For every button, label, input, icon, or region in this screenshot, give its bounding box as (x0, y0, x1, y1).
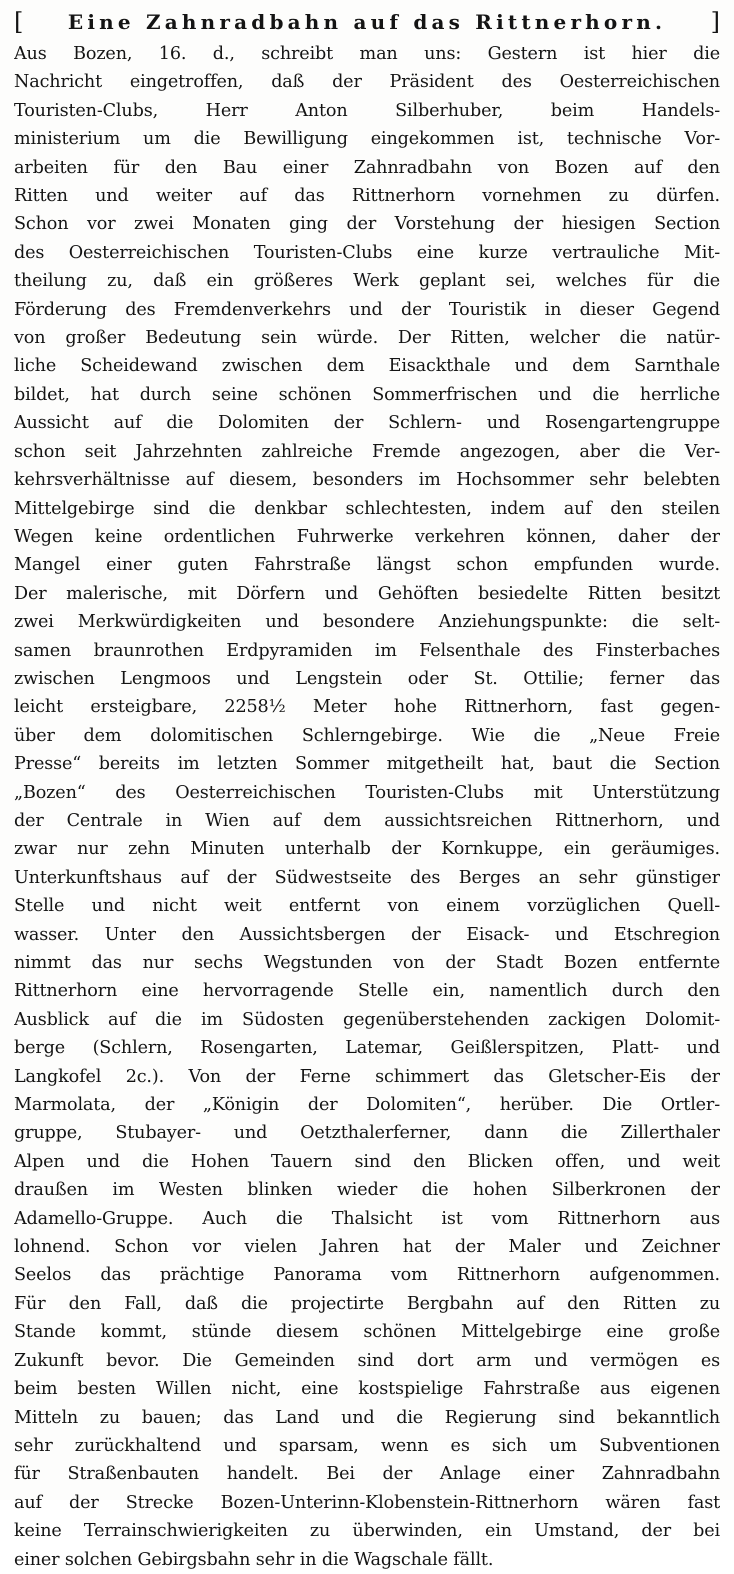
text-line: Langkofel 2c.). Von der Ferne schimmert das Gletscher-Eis der (14, 1066, 720, 1087)
text-line: arbeiten für den Bau einer Zahnradbahn von Bozen auf den (14, 157, 720, 178)
headline-title: Eine Zahnradbahn auf das Rittnerhorn. (67, 10, 667, 34)
text-line: kehrsverhältnisse auf diesem, besonders im Hochsommer sehr belebten (14, 470, 720, 491)
text-line: zwei Merkwürdigkeiten und besondere Anziehungspunkte: die selt- (14, 612, 720, 633)
text-line: Förderung des Fremdenverkehrs und der Touristik in dieser Gegend (14, 299, 720, 320)
text-line: Schon vor zwei Monaten ging der Vorstehung der hiesigen Section (14, 214, 720, 235)
text-line: Unterkunftshaus auf der Südwestseite des Berges an sehr günstiger (14, 867, 720, 888)
text-line: zwar nur zehn Minuten unterhalb der Kornkuppe, ein geräumiges. (14, 839, 720, 860)
article-body (14, 40, 720, 1574)
text-line: keine Terrainschwierigkeiten zu überwinden, ein Umstand, der bei (14, 1521, 720, 1542)
text-line: lohnend. Schon vor vielen Jahren hat der Maler und Zeichner (14, 1237, 720, 1258)
text-line: Aus Bozen, 16. d., schreibt man uns: Gestern ist hier die (14, 44, 720, 64)
text-line: berge (Schlern, Rosengarten, Latemar, Geißlerspitzen, Platt- und (14, 1038, 720, 1059)
text-line: Für den Fall, daß die projectirte Bergbahn auf den Ritten zu (14, 1293, 720, 1314)
headline-open-bracket: [ (14, 8, 24, 36)
text-line: draußen im Westen blinken wieder die hohen Silberkronen der (14, 1180, 720, 1201)
text-line: Seelos das prächtige Panorama vom Rittnerhorn aufgenommen. (14, 1265, 720, 1286)
text-line: Aussicht auf die Dolomiten der Schlern- und Rosengartengruppe (14, 413, 720, 434)
text-line: zwischen Lengmoos und Lengstein oder St. Ottilie; ferner das (14, 668, 720, 689)
text-line: liche Scheidewand zwischen dem Eisackthale und dem Sarnthale (14, 356, 720, 377)
text-line: Stande kommt, stünde diesem schönen Mittelgebirge eine große (14, 1322, 720, 1343)
text-line: Zukunft bevor. Die Gemeinden sind dort arm und vermögen es (14, 1350, 720, 1371)
text-line: der Centrale in Wien auf dem aussichtsreichen Rittnerhorn, und (14, 810, 720, 831)
text-line: Alpen und die Hohen Tauern sind den Blicken offen, und weit (14, 1151, 720, 1172)
text-line: Mangel einer guten Fahrstraße längst schon empfunden wurde. (14, 555, 720, 576)
text-line: Presse“ bereits im letzten Sommer mitgetheilt hat, baut die Section (14, 754, 720, 775)
text-line: Marmolata, der „Königin der Dolomiten“, herüber. Die Ortler- (14, 1095, 720, 1116)
text-line: über dem dolomitischen Schlerngebirge. Wie die „Neue Freie (14, 725, 720, 746)
text-line: Stelle und nicht weit entfernt von einem vorzüglichen Quell- (14, 896, 720, 917)
text-line: Touristen-Clubs, Herr Anton Silberhuber, beim Handels- (14, 100, 720, 121)
text-line: schon seit Jahrzehnten zahlreiche Fremde angezogen, aber die Ver- (14, 441, 720, 462)
text-line: auf der Strecke Bozen-Unterinn-Klobenstein-Rittnerhorn wären fast (14, 1492, 720, 1513)
text-line: Wegen keine ordentlichen Fuhrwerke verkehren können, daher der (14, 526, 720, 547)
text-line: Adamello-Gruppe. Auch die Thalsicht ist vom Rittnerhorn aus (14, 1208, 720, 1229)
text-line: ministerium um die Bewilligung eingekommen ist, technische Vor- (14, 129, 720, 150)
text-line: sehr zurückhaltend und sparsam, wenn es sich um Subventionen (14, 1435, 720, 1456)
text-line: des Oesterreichischen Touristen-Clubs eine kurze vertrauliche Mit- (14, 242, 720, 263)
text-line: wasser. Unter den Aussichtsbergen der Eisack- und Etschregion (14, 924, 720, 945)
text-line: Mitteln zu bauen; das Land und die Regierung sind bekanntlich (14, 1407, 720, 1428)
text-line: theilung zu, daß ein größeres Werk geplant sei, welches für die (14, 271, 720, 292)
text-line: Mittelgebirge sind die denkbar schlechtesten, indem auf den steilen (14, 498, 720, 519)
text-line: nimmt das nur sechs Wegstunden von der Stadt Bozen entfernte (14, 953, 720, 973)
headline (14, 7, 720, 37)
text-line-last: einer solchen Gebirgsbahn sehr in die Wagschale fällt. (14, 1549, 494, 1570)
headline-close-bracket: ] (710, 8, 720, 36)
text-line: Ausblick auf die im Südosten gegenüberstehenden zackigen Dolomit- (14, 1009, 720, 1030)
text-line: gruppe, Stubayer- und Oetzthalerferner, dann die Zillerthaler (14, 1123, 720, 1144)
text-line: bildet, hat durch seine schönen Sommerfrischen und die herrliche (14, 384, 720, 405)
text-line: leicht ersteigbare, 2258½ Meter hohe Rittnerhorn, fast gegen- (14, 697, 720, 718)
text-line: Rittnerhorn eine hervorragende Stelle ein, namentlich durch den (14, 981, 720, 1002)
text-line: „Bozen“ des Oesterreichischen Touristen-Clubs mit Unterstützung (14, 782, 720, 803)
text-line: für Straßenbauten handelt. Bei der Anlage einer Zahnradbahn (14, 1464, 720, 1485)
text-line: Ritten und weiter auf das Rittnerhorn vornehmen zu dürfen. (14, 186, 720, 207)
text-line: von großer Bedeutung sein würde. Der Ritten, welcher die natür- (14, 328, 720, 349)
text-line: beim besten Willen nicht, eine kostspielige Fahrstraße aus eigenen (14, 1379, 720, 1400)
text-line: Nachricht eingetroffen, daß der Präsident des Oesterreichischen (14, 72, 720, 93)
text-line: Der malerische, mit Dörfern und Gehöften besiedelte Ritten besitzt (14, 583, 720, 604)
text-line: samen braunrothen Erdpyramiden im Felsenthale des Finsterbaches (14, 640, 720, 661)
